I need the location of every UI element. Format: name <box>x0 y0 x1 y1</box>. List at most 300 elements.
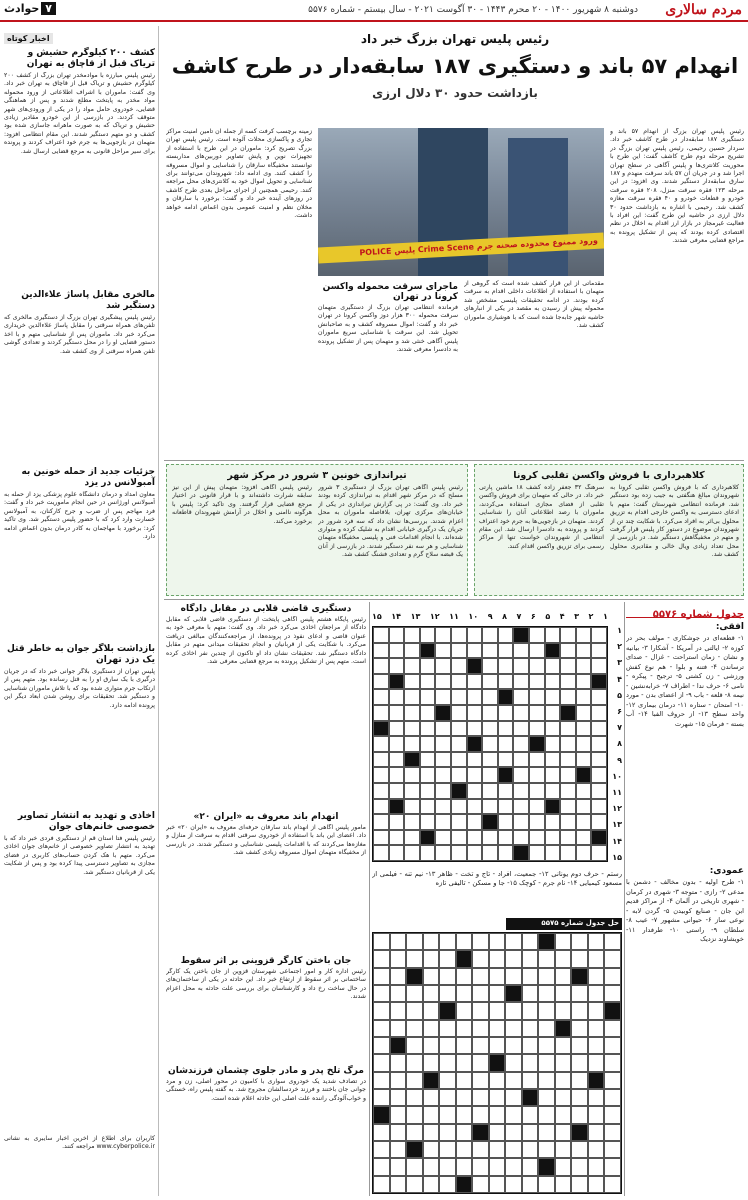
solution-cell <box>522 1089 539 1106</box>
crossword-cell[interactable] <box>498 830 514 846</box>
solution-cell <box>571 1106 588 1123</box>
crossword-cell[interactable] <box>467 674 483 690</box>
solution-cell <box>406 1176 423 1193</box>
solution-cell <box>373 1141 390 1158</box>
crossword-cell[interactable] <box>420 643 436 659</box>
solution-cell <box>522 1141 539 1158</box>
crossword-cell[interactable] <box>482 752 498 768</box>
crossword-cell[interactable] <box>560 736 576 752</box>
crossword-cell[interactable] <box>591 689 607 705</box>
crossword-cell[interactable] <box>591 814 607 830</box>
crossword-cell[interactable] <box>576 721 592 737</box>
crossword-cell[interactable] <box>404 767 420 783</box>
crossword-cell[interactable] <box>467 643 483 659</box>
crossword-cell[interactable] <box>389 627 405 643</box>
solution-cell <box>588 1072 605 1089</box>
crossword-cell[interactable] <box>513 627 529 643</box>
crossword-cell[interactable] <box>451 721 467 737</box>
crossword-cell[interactable] <box>560 721 576 737</box>
crossword-cell[interactable] <box>389 814 405 830</box>
crossword-cell[interactable] <box>545 658 561 674</box>
crossword-cell[interactable] <box>513 658 529 674</box>
solution-cell <box>555 1089 572 1106</box>
crossword-cell[interactable] <box>467 705 483 721</box>
solution-cell <box>456 1089 473 1106</box>
crossword-cell[interactable] <box>389 721 405 737</box>
crossword-cell[interactable] <box>529 658 545 674</box>
crossword-cell[interactable] <box>560 845 576 861</box>
solution-cell <box>472 1002 489 1019</box>
crossword-cell[interactable] <box>482 814 498 830</box>
crossword-cell[interactable] <box>560 799 576 815</box>
crossword-cell[interactable] <box>420 705 436 721</box>
crossword-cell[interactable] <box>435 674 451 690</box>
sidebar-item-title: مالخری مقابل پاساژ علاءالدین دستگیر شد <box>21 290 155 311</box>
solution-cell <box>373 1089 390 1106</box>
crossword-cell[interactable] <box>498 627 514 643</box>
solution-cell <box>604 1106 621 1123</box>
crossword-cell[interactable] <box>467 830 483 846</box>
crossword-cell[interactable] <box>576 845 592 861</box>
crossword-cell[interactable] <box>482 643 498 659</box>
crossword-cell[interactable] <box>435 830 451 846</box>
crossword-cell[interactable] <box>467 689 483 705</box>
story-worker <box>166 954 366 1060</box>
crossword-cell[interactable] <box>467 814 483 830</box>
crossword-cell[interactable] <box>420 767 436 783</box>
crossword-cell[interactable] <box>467 799 483 815</box>
crossword-cell[interactable] <box>467 752 483 768</box>
crossword-cell[interactable] <box>389 689 405 705</box>
crossword-cell[interactable] <box>451 627 467 643</box>
crossword-cell[interactable] <box>404 658 420 674</box>
solution-cell <box>489 1054 506 1071</box>
solution-cell <box>472 968 489 985</box>
crossword-cell[interactable] <box>451 674 467 690</box>
crossword-cell[interactable] <box>373 705 389 721</box>
crossword-cell[interactable] <box>545 830 561 846</box>
crime-scene-tape: ورود ممنوع محدوده صحنه جرم Crime Scene پلیس POLICE <box>318 233 604 264</box>
crossword-cell[interactable] <box>404 830 420 846</box>
row-number: ۱۲ <box>612 804 622 814</box>
crossword-cell[interactable] <box>513 689 529 705</box>
crossword-cell[interactable] <box>435 705 451 721</box>
crossword-cell[interactable] <box>435 767 451 783</box>
crossword-cell[interactable] <box>498 736 514 752</box>
crossword-cell[interactable] <box>545 736 561 752</box>
crossword-cell[interactable] <box>513 783 529 799</box>
crossword-cell[interactable] <box>560 767 576 783</box>
crossword-cell[interactable] <box>560 705 576 721</box>
solution-cell <box>538 1124 555 1141</box>
crossword-cell[interactable] <box>576 627 592 643</box>
crossword-cell[interactable] <box>404 674 420 690</box>
crossword-cell[interactable] <box>435 814 451 830</box>
crossword-cell[interactable] <box>451 658 467 674</box>
crossword-cell[interactable] <box>498 658 514 674</box>
solution-cell <box>456 1054 473 1071</box>
crossword-cell[interactable] <box>591 736 607 752</box>
solution-cell <box>406 1020 423 1037</box>
solution-cell <box>571 1072 588 1089</box>
crossword-cell[interactable] <box>560 814 576 830</box>
crossword-cell[interactable] <box>451 783 467 799</box>
crossword-cell[interactable] <box>435 721 451 737</box>
crossword-cell[interactable] <box>591 799 607 815</box>
crossword-cell[interactable] <box>389 783 405 799</box>
crossword-cell[interactable] <box>467 627 483 643</box>
crossword-cell[interactable] <box>435 783 451 799</box>
crossword-cell[interactable] <box>404 799 420 815</box>
crossword-cell[interactable] <box>591 705 607 721</box>
solution-cell <box>439 1072 456 1089</box>
crossword-cell[interactable] <box>420 736 436 752</box>
story-title: دستگیری قاضی قلابی در مقابل دادگاه <box>180 604 352 614</box>
solution-cell <box>390 1054 407 1071</box>
crossword-cell[interactable] <box>482 658 498 674</box>
crossword-cell[interactable] <box>373 658 389 674</box>
solution-cell <box>373 1072 390 1089</box>
crossword-cell[interactable] <box>482 689 498 705</box>
crossword-cell[interactable] <box>467 767 483 783</box>
solution-cell <box>604 1176 621 1193</box>
solution-cell <box>604 950 621 967</box>
crossword-cell[interactable] <box>545 783 561 799</box>
crossword-cell[interactable] <box>373 783 389 799</box>
solution-cell <box>439 1124 456 1141</box>
story-body: در تصادف شدید یک خودروی سواری با کامیون در محور اصلی، زن و مرد جوانی جان باختند و فرزند خردسالشان مجروح شد. به گفته پلیس راه، خستگی و خواب‌آلودگی راننده علت اصلی این حادثه اعلام شده است. <box>166 1078 366 1102</box>
solution-cell <box>571 985 588 1002</box>
crossword-cell[interactable] <box>545 705 561 721</box>
crossword-cell[interactable] <box>529 705 545 721</box>
crossword-cell[interactable] <box>560 689 576 705</box>
crossword-cell[interactable] <box>576 767 592 783</box>
sidebar-item-body: معاون امداد و درمان دانشگاه علوم پزشکی یزد از حمله به آمبولانس اورژانس در حین انجام ماموریت خبر داد و گفت: فرد مهاجم پس از ضرب و جرح کارکنان، به آمبولانس خسارت وارد کرد که با حضور پلیس دستگیر شد. وی تاکید کرد: برخورد با مهاجمان به کادر درمان بدون اغماض ادامه دارد. <box>4 491 155 541</box>
row-number: ۱۰ <box>612 771 622 781</box>
crossword-cell[interactable] <box>467 783 483 799</box>
crossword-cell[interactable] <box>513 845 529 861</box>
solution-cell <box>489 1002 506 1019</box>
crossword-cell[interactable] <box>482 674 498 690</box>
crossword-cell[interactable] <box>467 721 483 737</box>
crossword-cell[interactable] <box>389 705 405 721</box>
crossword-cell[interactable] <box>389 658 405 674</box>
crossword-cell[interactable] <box>529 721 545 737</box>
crossword-cell[interactable] <box>591 830 607 846</box>
crossword-cell[interactable] <box>420 845 436 861</box>
crossword-cell[interactable] <box>373 830 389 846</box>
solution-cell <box>555 985 572 1002</box>
crossword-cell[interactable] <box>591 643 607 659</box>
crossword-cell[interactable] <box>529 767 545 783</box>
crossword-cell[interactable] <box>373 643 389 659</box>
crossword-cell[interactable] <box>404 689 420 705</box>
crossword-cell[interactable] <box>389 752 405 768</box>
crossword-cell[interactable] <box>420 799 436 815</box>
solution-cell <box>522 1072 539 1089</box>
solution-cell <box>406 1002 423 1019</box>
crossword-cell[interactable] <box>420 783 436 799</box>
crossword-cell[interactable] <box>404 627 420 643</box>
solution-cell <box>588 933 605 950</box>
crossword-cell[interactable] <box>513 799 529 815</box>
crossword-cell[interactable] <box>545 767 561 783</box>
crossword-cell[interactable] <box>373 814 389 830</box>
crossword-cell[interactable] <box>420 689 436 705</box>
crossword-cell[interactable] <box>435 658 451 674</box>
crossword-cell[interactable] <box>435 736 451 752</box>
crossword-cell[interactable] <box>560 783 576 799</box>
crossword-cell[interactable] <box>529 799 545 815</box>
solution-cell <box>423 950 440 967</box>
crossword-cell[interactable] <box>373 752 389 768</box>
crossword-cell[interactable] <box>420 814 436 830</box>
crossword-cell[interactable] <box>560 752 576 768</box>
crossword-cell[interactable] <box>404 721 420 737</box>
solution-cell <box>571 1089 588 1106</box>
crossword-cell[interactable] <box>498 674 514 690</box>
crossword-cell[interactable] <box>513 705 529 721</box>
crossword-title-text: جدول شماره ۵۵۷۶ <box>652 609 744 620</box>
crossword-cell[interactable] <box>482 705 498 721</box>
crossword-cell[interactable] <box>529 736 545 752</box>
crossword-grid[interactable] <box>372 626 608 862</box>
crossword-cell[interactable] <box>389 767 405 783</box>
crossword-cell[interactable] <box>389 799 405 815</box>
crossword-cell[interactable] <box>545 814 561 830</box>
crossword-cell[interactable] <box>545 845 561 861</box>
crossword-cell[interactable] <box>389 845 405 861</box>
crossword-cell[interactable] <box>498 705 514 721</box>
crossword-cell[interactable] <box>513 721 529 737</box>
crossword-cell[interactable] <box>576 643 592 659</box>
crossword-cell[interactable] <box>545 689 561 705</box>
crossword-cell[interactable] <box>576 799 592 815</box>
story-iran20 <box>166 810 366 950</box>
crossword-cell[interactable] <box>498 721 514 737</box>
crossword-cell[interactable] <box>404 643 420 659</box>
crossword-cell[interactable] <box>482 721 498 737</box>
crossword-cell[interactable] <box>389 830 405 846</box>
crossword-cell[interactable] <box>560 627 576 643</box>
crossword-cell[interactable] <box>467 736 483 752</box>
crossword-cell[interactable] <box>591 658 607 674</box>
crossword-cell[interactable] <box>451 705 467 721</box>
crossword-cell[interactable] <box>498 767 514 783</box>
crossword-cell[interactable] <box>576 783 592 799</box>
crossword-cell[interactable] <box>513 736 529 752</box>
crossword-cell[interactable] <box>451 814 467 830</box>
crossword-cell[interactable] <box>373 736 389 752</box>
solution-cell <box>604 985 621 1002</box>
crossword-cell[interactable] <box>545 627 561 643</box>
crossword-cell[interactable] <box>513 674 529 690</box>
crossword-cell[interactable] <box>576 830 592 846</box>
crossword-cell[interactable] <box>467 658 483 674</box>
solution-cell <box>373 1054 390 1071</box>
crossword-cell[interactable] <box>451 799 467 815</box>
solution-cell <box>439 1176 456 1193</box>
lead-kicker: رئیس پلیس تهران بزرگ خبر داد <box>360 32 550 46</box>
solution-cell <box>522 933 539 950</box>
crossword-cell[interactable] <box>513 814 529 830</box>
crossword-cell[interactable] <box>591 783 607 799</box>
crossword-cell[interactable] <box>373 627 389 643</box>
crossword-cell[interactable] <box>482 830 498 846</box>
crossword-cell[interactable] <box>545 643 561 659</box>
crossword-cell[interactable] <box>513 752 529 768</box>
crossword-cell[interactable] <box>451 643 467 659</box>
solution-cell <box>604 1124 621 1141</box>
crossword-cell[interactable] <box>591 752 607 768</box>
crossword-cell[interactable] <box>498 799 514 815</box>
crossword-cell[interactable] <box>373 799 389 815</box>
crossword-cell[interactable] <box>576 689 592 705</box>
crossword-cell[interactable] <box>389 736 405 752</box>
crossword-cell[interactable] <box>529 643 545 659</box>
crossword-cell[interactable] <box>529 783 545 799</box>
crossword-cell[interactable] <box>373 767 389 783</box>
crossword-cell[interactable] <box>420 830 436 846</box>
solution-cell <box>373 1124 390 1141</box>
solution-cell <box>406 1158 423 1175</box>
crossword-cell[interactable] <box>576 674 592 690</box>
crossword-cell[interactable] <box>576 752 592 768</box>
crossword-cell[interactable] <box>451 736 467 752</box>
crossword-cell[interactable] <box>435 689 451 705</box>
crossword-cell[interactable] <box>591 767 607 783</box>
crossword-cell[interactable] <box>513 643 529 659</box>
crossword-cell[interactable] <box>404 736 420 752</box>
crossword-cell[interactable] <box>576 736 592 752</box>
crossword-cell[interactable] <box>529 674 545 690</box>
solution-cell <box>604 1054 621 1071</box>
crossword-cell[interactable] <box>482 627 498 643</box>
crossword-cell[interactable] <box>435 799 451 815</box>
crossword-cell[interactable] <box>420 627 436 643</box>
sidebar-item-title: اخاذی و تهدید به انتشار تصاویر خصوصی خانم‌های جوان <box>17 811 155 832</box>
crossword-cell[interactable] <box>498 643 514 659</box>
crossword-cell[interactable] <box>482 783 498 799</box>
solution-cell <box>390 1176 407 1193</box>
solution-cell <box>489 968 506 985</box>
crossword-cell[interactable] <box>420 658 436 674</box>
crossword-cell[interactable] <box>404 705 420 721</box>
solution-cell <box>439 985 456 1002</box>
crossword-cell[interactable] <box>482 736 498 752</box>
crossword-cell[interactable] <box>435 845 451 861</box>
crossword-cell[interactable] <box>451 689 467 705</box>
sidebar-item-title: جزئیات جدید از حمله خونین به آمبولانس در یزد <box>21 467 155 488</box>
crossword-cell[interactable] <box>482 767 498 783</box>
crossword-cell[interactable] <box>435 752 451 768</box>
box-vaccine-fraud <box>474 464 744 596</box>
crossword-cell[interactable] <box>498 783 514 799</box>
story-body: رئیس اداره کار و امور اجتماعی شهرستان قزوین از جان باختن یک کارگر ساختمانی بر اثر سقوط از ارتفاع خبر داد. این حادثه در یکی از ساختمان‌های در حال ساخت رخ داد و کارشناسان برای بررسی علت حادثه به محل اعزام شدند. <box>166 968 366 1001</box>
crossword-cell[interactable] <box>373 674 389 690</box>
solution-cell <box>456 1072 473 1089</box>
crossword-cell[interactable] <box>420 721 436 737</box>
crossword-cell[interactable] <box>529 814 545 830</box>
crossword-cell[interactable] <box>482 799 498 815</box>
solution-cell <box>604 1037 621 1054</box>
crossword-cell[interactable] <box>560 830 576 846</box>
crossword-cell[interactable] <box>373 689 389 705</box>
crossword-cell[interactable] <box>435 627 451 643</box>
crossword-cell[interactable] <box>576 658 592 674</box>
crossword-cell[interactable] <box>529 845 545 861</box>
crossword-cell[interactable] <box>420 674 436 690</box>
solution-cell <box>588 1124 605 1141</box>
crossword-cell[interactable] <box>560 643 576 659</box>
crossword-cell[interactable] <box>498 752 514 768</box>
crossword-cell[interactable] <box>591 845 607 861</box>
crossword-cell[interactable] <box>591 721 607 737</box>
crossword-cell[interactable] <box>576 705 592 721</box>
crossword-cell[interactable] <box>576 814 592 830</box>
crossword-cell[interactable] <box>591 674 607 690</box>
crossword-cell[interactable] <box>545 752 561 768</box>
crossword-cell[interactable] <box>529 752 545 768</box>
crossword-cell[interactable] <box>545 721 561 737</box>
crossword-cell[interactable] <box>482 845 498 861</box>
photo-caption: ماجرای سرقت محموله واکسن کرونا در تهران <box>322 282 458 302</box>
box-title: کلاهبرداری با فروش واکسن تقلبی کرونا <box>513 470 705 481</box>
crossword-cell[interactable] <box>545 674 561 690</box>
solution-cell <box>456 950 473 967</box>
crossword-cell[interactable] <box>529 627 545 643</box>
crossword-cell[interactable] <box>435 643 451 659</box>
crossword-cell[interactable] <box>420 752 436 768</box>
crossword-cell[interactable] <box>513 767 529 783</box>
crossword-cell[interactable] <box>498 814 514 830</box>
crossword-cell[interactable] <box>404 814 420 830</box>
crossword-cell[interactable] <box>560 658 576 674</box>
crossword-cell[interactable] <box>467 845 483 861</box>
crossword-cell[interactable] <box>451 845 467 861</box>
column-number: ۵ <box>545 612 551 621</box>
solution-cell <box>423 933 440 950</box>
crossword-cell[interactable] <box>545 799 561 815</box>
crossword-cell[interactable] <box>560 674 576 690</box>
solution-cell <box>571 1176 588 1193</box>
crossword-cell[interactable] <box>513 830 529 846</box>
solution-cell <box>505 950 522 967</box>
solution-cell <box>373 1037 390 1054</box>
crossword-cell[interactable] <box>529 830 545 846</box>
crossword-cell[interactable] <box>389 674 405 690</box>
crossword-cell[interactable] <box>404 783 420 799</box>
solution-cell <box>406 985 423 1002</box>
crossword-cell[interactable] <box>591 627 607 643</box>
crossword-cell[interactable] <box>389 643 405 659</box>
crossword-cell[interactable] <box>404 845 420 861</box>
crossword-cell[interactable] <box>498 689 514 705</box>
crossword-cell[interactable] <box>451 752 467 768</box>
crossword-cell[interactable] <box>373 845 389 861</box>
solution-cell <box>489 1106 506 1123</box>
solution-cell <box>373 1020 390 1037</box>
crossword-cell[interactable] <box>373 721 389 737</box>
solution-cell <box>538 1020 555 1037</box>
crossword-cell[interactable] <box>498 845 514 861</box>
crossword-cell[interactable] <box>529 689 545 705</box>
solution-cell <box>505 1141 522 1158</box>
crossword-cell[interactable] <box>404 752 420 768</box>
row-number: ۴ <box>617 674 622 684</box>
crossword-cell[interactable] <box>451 767 467 783</box>
crossword-cell[interactable] <box>451 830 467 846</box>
